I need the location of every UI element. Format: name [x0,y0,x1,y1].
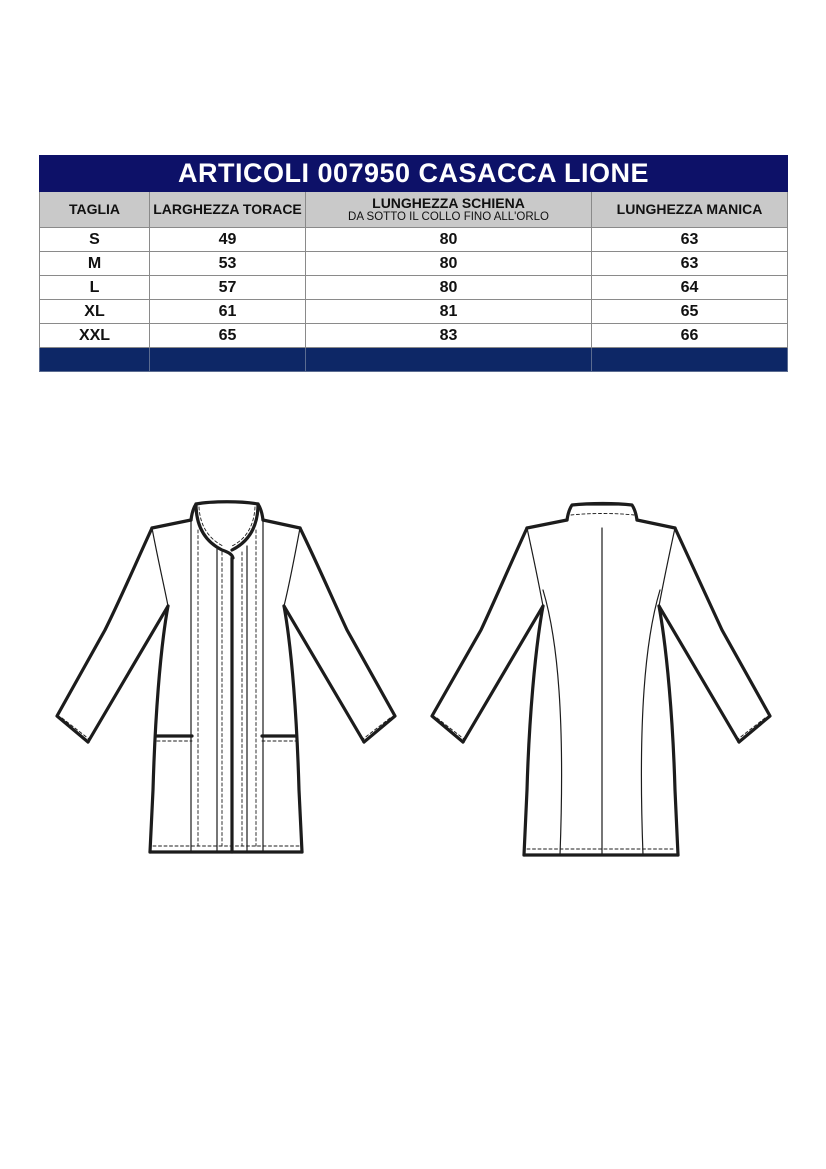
back-left-sleeve-outer [432,528,527,742]
cell-manica: 65 [592,300,788,324]
cell-schiena: 80 [306,276,592,300]
cell-torace: 61 [150,300,306,324]
cell-schiena: 80 [306,252,592,276]
cell-torace: 49 [150,228,306,252]
header-label: LUNGHEZZA MANICA [616,201,763,218]
header-sublabel: DA SOTTO IL COLLO FINO ALL'ORLO [348,210,549,223]
cell-taglia: L [40,276,150,300]
header-label: LARGHEZZA TORACE [153,201,302,218]
cell-torace: 57 [150,276,306,300]
cell-manica: 66 [592,324,788,348]
table-title: ARTICOLI 007950 CASACCA LIONE [40,156,788,192]
cell-schiena: 83 [306,324,592,348]
back-body-left-side [524,606,543,855]
cell-taglia: XXL [40,324,150,348]
header-label: LUNGHEZZA SCHIENA [372,195,525,212]
cell-manica: 63 [592,252,788,276]
header-label: TAGLIA [68,201,121,218]
cell-schiena: 80 [306,228,592,252]
back-right-sleeve-outer [675,528,770,742]
back-left-princess-seam [543,590,562,855]
back-body-right-side [659,606,678,855]
cell-torace: 65 [150,324,306,348]
cell-torace: 53 [150,252,306,276]
back-left-shoulder [527,520,567,528]
cell-schiena: 81 [306,300,592,324]
cell-manica: 63 [592,228,788,252]
cell-taglia: M [40,252,150,276]
cell-taglia: XL [40,300,150,324]
back-collar [567,504,637,521]
cell-taglia: S [40,228,150,252]
back-right-shoulder [637,520,675,528]
back-right-princess-seam [641,590,660,855]
cell-manica: 64 [592,276,788,300]
